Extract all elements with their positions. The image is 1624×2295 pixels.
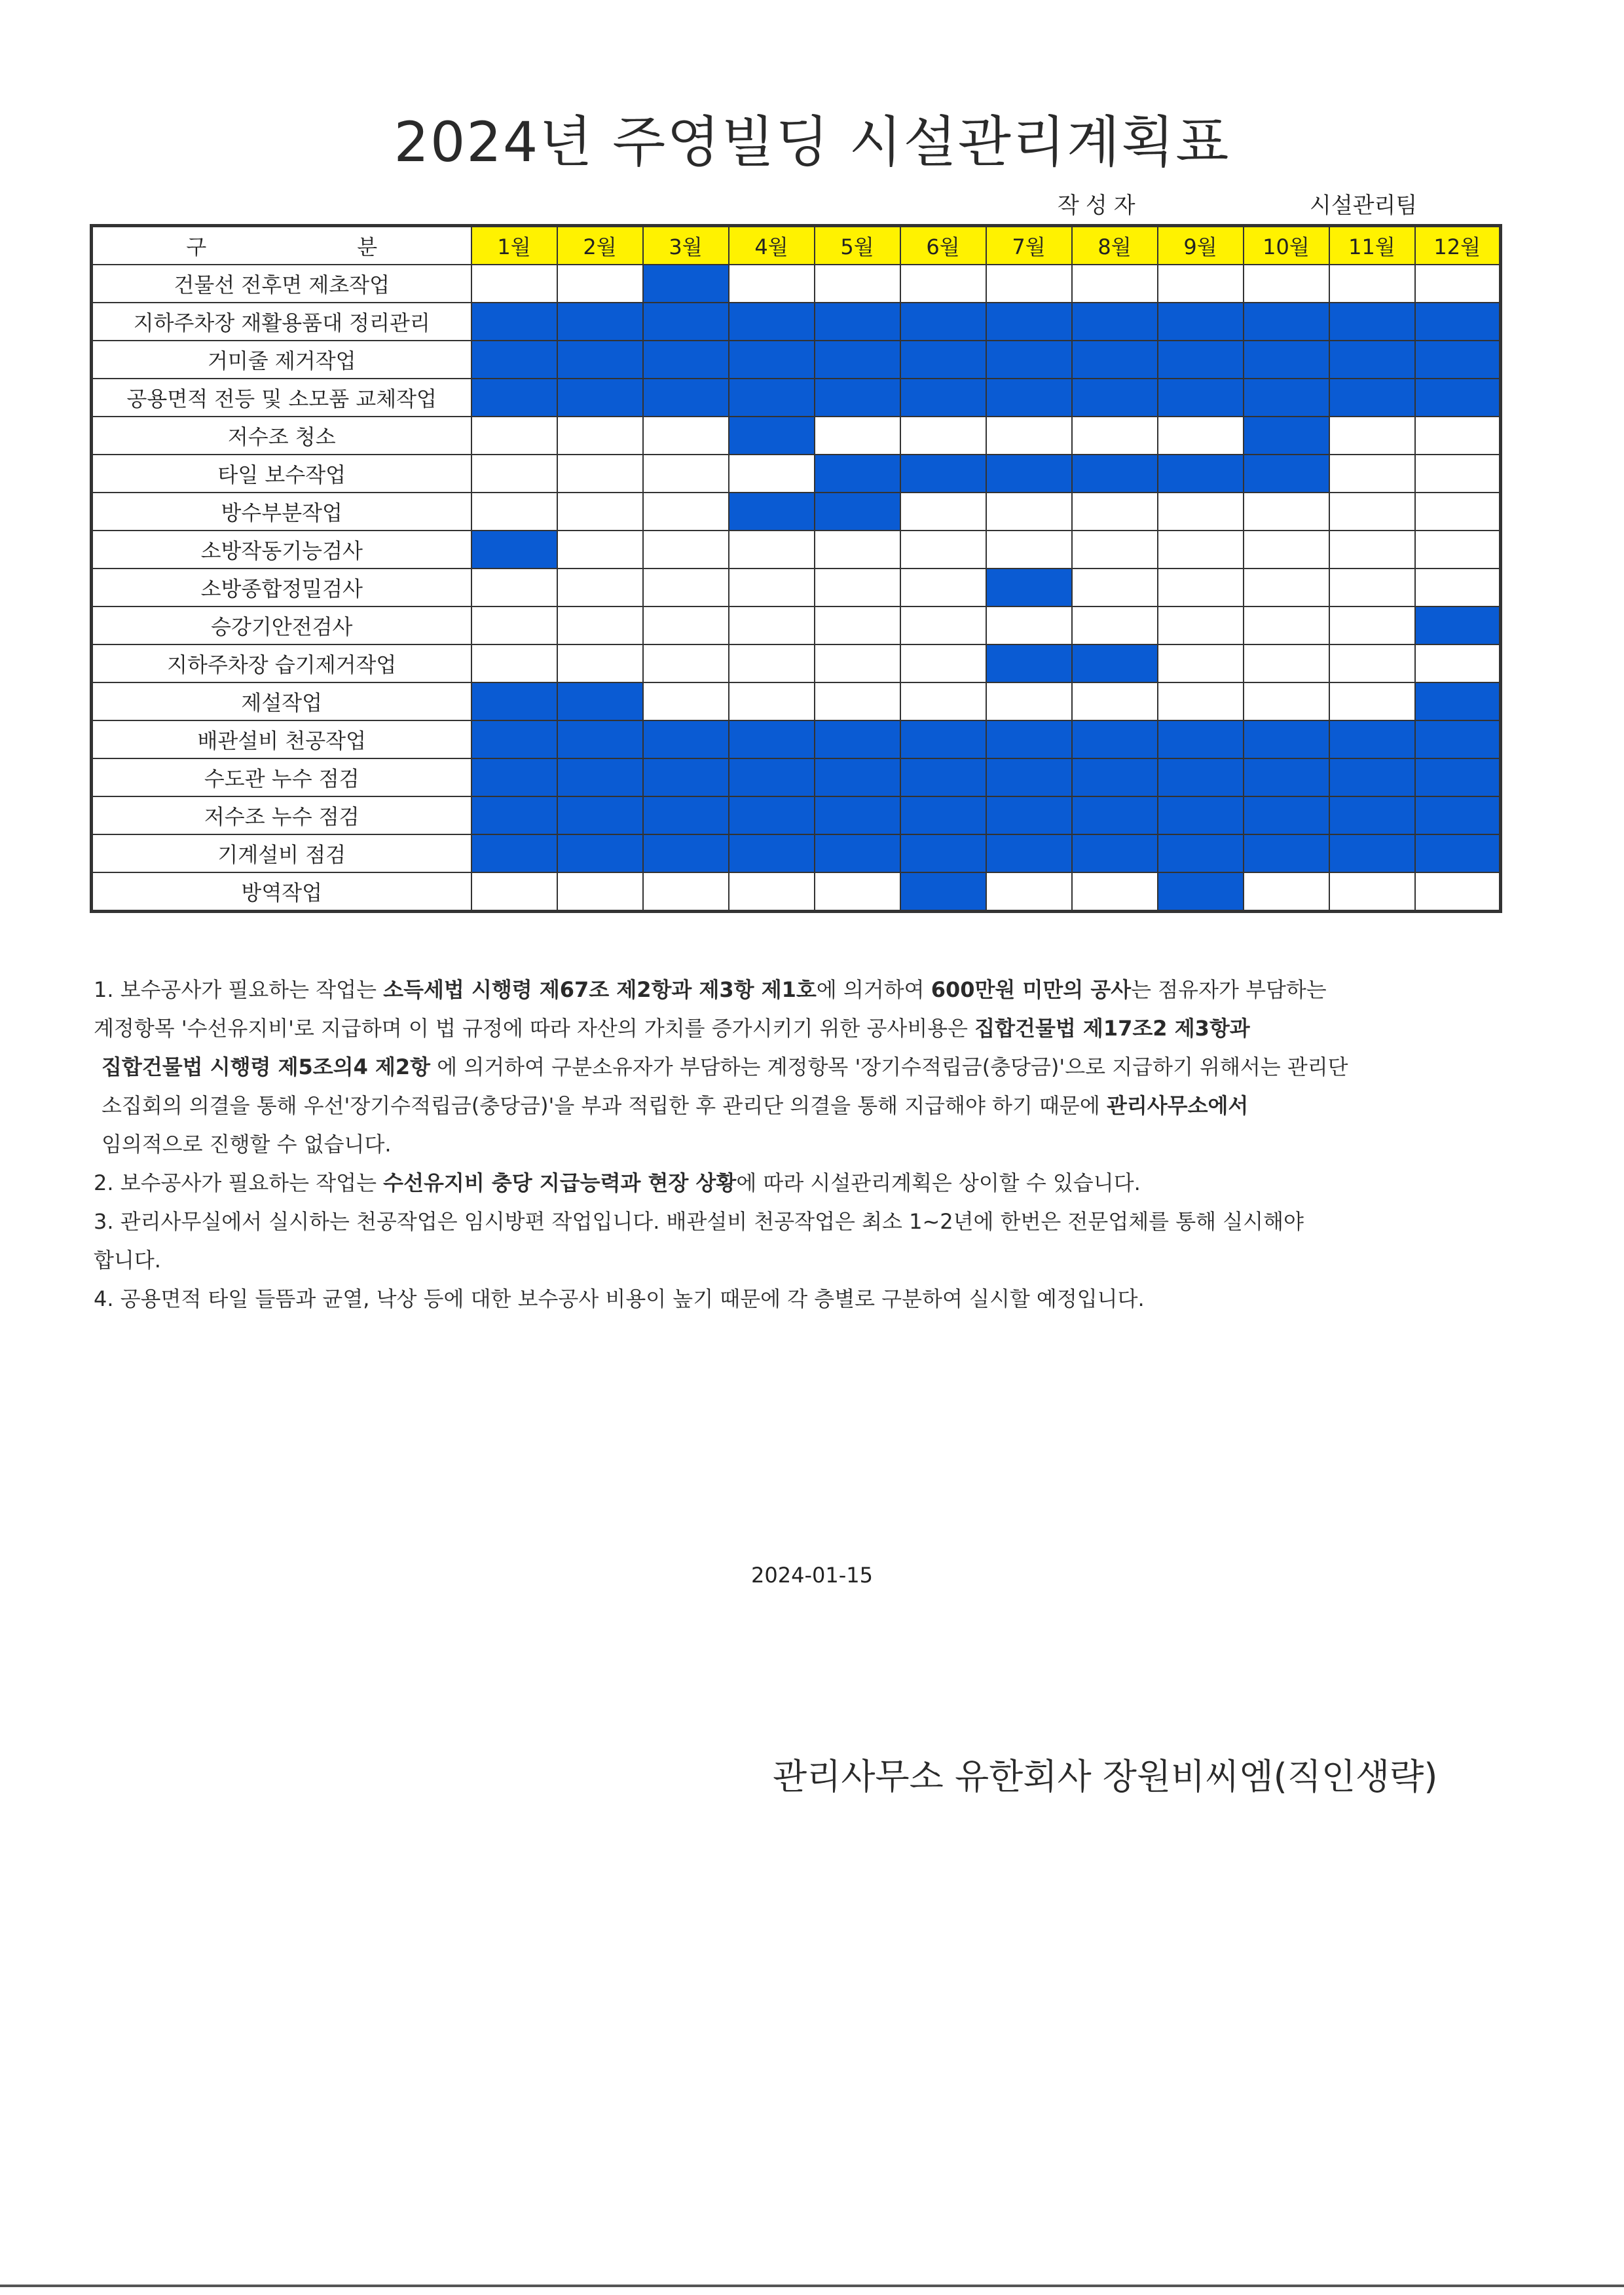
scheduled-cell	[1072, 758, 1158, 796]
empty-cell	[986, 493, 1072, 531]
scheduled-cell	[1329, 834, 1415, 872]
scheduled-cell	[986, 455, 1072, 493]
empty-cell	[643, 531, 729, 569]
note-text: 소집회의 의결을 통해 우선'장기수적립금(충당금)'을 부과 적립한 후 관리단 의결을 통해 지급해야 하기 때문에	[101, 1093, 1107, 1118]
empty-cell	[900, 682, 986, 720]
scheduled-cell	[1072, 720, 1158, 758]
month-header: 10월	[1244, 226, 1329, 265]
empty-cell	[643, 606, 729, 644]
scheduled-cell	[557, 682, 643, 720]
month-header: 8월	[1072, 226, 1158, 265]
note-4	[94, 1280, 1521, 1318]
task-name: 배관설비 천공작업	[92, 720, 471, 758]
scheduled-cell	[1415, 796, 1501, 834]
note-1-cont	[94, 1048, 1521, 1087]
table-row	[92, 606, 1501, 644]
category-header-part: 분	[357, 234, 378, 259]
page-title: 2024년 주영빌딩 시설관리계획표	[394, 110, 1230, 174]
empty-cell	[1072, 606, 1158, 644]
scheduled-cell	[815, 834, 900, 872]
empty-cell	[1072, 531, 1158, 569]
table-row	[92, 872, 1501, 912]
empty-cell	[1072, 682, 1158, 720]
note-1	[94, 971, 1521, 1009]
empty-cell	[1329, 417, 1415, 455]
document-date: 2024-01-15	[751, 1563, 873, 1588]
scheduled-cell	[815, 341, 900, 379]
notes	[94, 971, 1521, 1318]
empty-cell	[1158, 531, 1244, 569]
empty-cell	[557, 417, 643, 455]
scheduled-cell	[900, 303, 986, 341]
scheduled-cell	[986, 720, 1072, 758]
empty-cell	[1329, 872, 1415, 912]
note-text: 임의적으로 진행할 수 없습니다.	[101, 1132, 392, 1157]
table-row	[92, 493, 1501, 531]
scheduled-cell	[1415, 379, 1501, 417]
empty-cell	[471, 606, 557, 644]
empty-cell	[1329, 455, 1415, 493]
empty-cell	[557, 606, 643, 644]
task-name: 건물선 전후면 제초작업	[92, 265, 471, 303]
task-name: 저수조 청소	[92, 417, 471, 455]
scheduled-cell	[986, 834, 1072, 872]
empty-cell	[1329, 265, 1415, 303]
scheduled-cell	[900, 872, 986, 912]
scheduled-cell	[1072, 455, 1158, 493]
scheduled-cell	[729, 493, 815, 531]
empty-cell	[729, 455, 815, 493]
scheduled-cell	[471, 758, 557, 796]
scheduled-cell	[471, 796, 557, 834]
scheduled-cell	[815, 758, 900, 796]
scheduled-cell	[1158, 303, 1244, 341]
scheduled-cell	[1158, 796, 1244, 834]
scheduled-cell	[471, 303, 557, 341]
month-header: 11월	[1329, 226, 1415, 265]
empty-cell	[643, 455, 729, 493]
empty-cell	[643, 644, 729, 682]
scheduled-cell	[1415, 720, 1501, 758]
note-emphasis: 600만원 미만의 공사	[931, 977, 1132, 1002]
scheduled-cell	[815, 720, 900, 758]
empty-cell	[1329, 682, 1415, 720]
scheduled-cell	[1244, 379, 1329, 417]
note-1-cont	[94, 1087, 1521, 1125]
table-row	[92, 455, 1501, 493]
category-header	[92, 226, 471, 265]
scheduled-cell	[471, 720, 557, 758]
scheduled-cell	[557, 379, 643, 417]
signature: 관리사무소 유한회사 장원비씨엠(직인생략)	[773, 1756, 1438, 1797]
note-text: 에 따라 시설관리계획은 상이할 수 있습니다.	[736, 1170, 1141, 1195]
task-name: 저수조 누수 점검	[92, 796, 471, 834]
scheduled-cell	[1244, 417, 1329, 455]
empty-cell	[986, 265, 1072, 303]
scheduled-cell	[643, 303, 729, 341]
month-header: 2월	[557, 226, 643, 265]
scheduled-cell	[557, 303, 643, 341]
empty-cell	[557, 531, 643, 569]
scheduled-cell	[1244, 796, 1329, 834]
empty-cell	[815, 682, 900, 720]
scheduled-cell	[1158, 455, 1244, 493]
note-text: 계정항목 '수선유지비'로 지급하며 이 법 규정에 따라 자산의 가치를 증가시키기 위한 공사비용은	[94, 1016, 975, 1041]
scheduled-cell	[986, 569, 1072, 606]
empty-cell	[1072, 569, 1158, 606]
scheduled-cell	[900, 758, 986, 796]
empty-cell	[986, 531, 1072, 569]
scheduled-cell	[1158, 341, 1244, 379]
table-header-row	[92, 226, 1501, 265]
scheduled-cell	[729, 341, 815, 379]
table-row	[92, 720, 1501, 758]
note-text: 1. 보수공사가 필요하는 작업는	[94, 977, 384, 1002]
scheduled-cell	[1158, 758, 1244, 796]
month-header: 5월	[815, 226, 900, 265]
facility-plan-table	[90, 224, 1502, 913]
scheduled-cell	[1329, 303, 1415, 341]
empty-cell	[1072, 417, 1158, 455]
empty-cell	[643, 569, 729, 606]
note-text: 합니다.	[94, 1248, 161, 1273]
empty-cell	[729, 872, 815, 912]
scheduled-cell	[986, 758, 1072, 796]
task-name: 제설작업	[92, 682, 471, 720]
scheduled-cell	[1158, 834, 1244, 872]
empty-cell	[900, 569, 986, 606]
task-name: 거미줄 제거작업	[92, 341, 471, 379]
empty-cell	[1415, 493, 1501, 531]
scheduled-cell	[729, 796, 815, 834]
note-text: 2. 보수공사가 필요하는 작업는	[94, 1170, 384, 1195]
scheduled-cell	[900, 379, 986, 417]
scheduled-cell	[1415, 606, 1501, 644]
scheduled-cell	[471, 834, 557, 872]
scheduled-cell	[900, 720, 986, 758]
empty-cell	[1158, 682, 1244, 720]
empty-cell	[643, 417, 729, 455]
empty-cell	[815, 265, 900, 303]
empty-cell	[729, 265, 815, 303]
task-name: 지하주차장 재활용품대 정리관리	[92, 303, 471, 341]
table-row	[92, 417, 1501, 455]
empty-cell	[1158, 417, 1244, 455]
scheduled-cell	[815, 303, 900, 341]
empty-cell	[643, 493, 729, 531]
scheduled-cell	[643, 834, 729, 872]
scheduled-cell	[1415, 834, 1501, 872]
month-header: 6월	[900, 226, 986, 265]
scheduled-cell	[471, 531, 557, 569]
empty-cell	[986, 417, 1072, 455]
empty-cell	[1244, 682, 1329, 720]
scheduled-cell	[729, 834, 815, 872]
scheduled-cell	[471, 341, 557, 379]
scheduled-cell	[1158, 872, 1244, 912]
scheduled-cell	[1329, 379, 1415, 417]
empty-cell	[1244, 531, 1329, 569]
table-row	[92, 758, 1501, 796]
scheduled-cell	[815, 796, 900, 834]
scheduled-cell	[643, 758, 729, 796]
scheduled-cell	[815, 455, 900, 493]
scheduled-cell	[557, 758, 643, 796]
empty-cell	[1158, 493, 1244, 531]
empty-cell	[729, 644, 815, 682]
note-text: 에 의거하여 구분소유자가 부담하는 계정항목 '장기수적립금(충당금)'으로 지급하기 위해서는 관리단	[430, 1054, 1348, 1079]
empty-cell	[1329, 493, 1415, 531]
scheduled-cell	[1158, 720, 1244, 758]
empty-cell	[1158, 569, 1244, 606]
empty-cell	[900, 531, 986, 569]
empty-cell	[557, 265, 643, 303]
note-text: 3. 관리사무실에서 실시하는 천공작업은 임시방편 작업입니다. 배관설비 천공작업은 최소 1~2년에 한번은 전문업체를 통해 실시해야	[94, 1209, 1304, 1234]
scheduled-cell	[1244, 720, 1329, 758]
scheduled-cell	[1072, 379, 1158, 417]
empty-cell	[815, 569, 900, 606]
month-header: 1월	[471, 226, 557, 265]
scheduled-cell	[643, 796, 729, 834]
empty-cell	[557, 644, 643, 682]
empty-cell	[1244, 265, 1329, 303]
scheduled-cell	[900, 834, 986, 872]
empty-cell	[1158, 606, 1244, 644]
empty-cell	[815, 606, 900, 644]
table-row	[92, 531, 1501, 569]
note-emphasis: 수선유지비 충당 지급능력과 현장 상황	[383, 1170, 737, 1195]
empty-cell	[1158, 644, 1244, 682]
scheduled-cell	[1415, 758, 1501, 796]
task-name: 지하주차장 습기제거작업	[92, 644, 471, 682]
empty-cell	[471, 872, 557, 912]
scheduled-cell	[900, 455, 986, 493]
scheduled-cell	[643, 379, 729, 417]
task-name: 기계설비 점검	[92, 834, 471, 872]
empty-cell	[557, 872, 643, 912]
empty-cell	[986, 606, 1072, 644]
scheduled-cell	[643, 720, 729, 758]
empty-cell	[1329, 531, 1415, 569]
empty-cell	[900, 493, 986, 531]
month-header: 7월	[986, 226, 1072, 265]
note-text: 에 의거하여	[816, 977, 931, 1002]
table-row	[92, 265, 1501, 303]
empty-cell	[557, 455, 643, 493]
task-name: 소방종합정밀검사	[92, 569, 471, 606]
scheduled-cell	[986, 796, 1072, 834]
scheduled-cell	[1244, 341, 1329, 379]
table-row	[92, 682, 1501, 720]
scheduled-cell	[557, 341, 643, 379]
empty-cell	[471, 265, 557, 303]
scheduled-cell	[1244, 758, 1329, 796]
scheduled-cell	[729, 720, 815, 758]
empty-cell	[1415, 872, 1501, 912]
scheduled-cell	[1415, 303, 1501, 341]
empty-cell	[729, 606, 815, 644]
empty-cell	[1415, 569, 1501, 606]
empty-cell	[1244, 644, 1329, 682]
empty-cell	[900, 644, 986, 682]
empty-cell	[1329, 644, 1415, 682]
scan-edge-line	[0, 2285, 1624, 2287]
table-row	[92, 303, 1501, 341]
empty-cell	[1244, 569, 1329, 606]
note-emphasis: 관리사무소에서	[1106, 1093, 1249, 1118]
task-name: 소방작동기능검사	[92, 531, 471, 569]
month-header: 9월	[1158, 226, 1244, 265]
note-emphasis: 집합건물법 제17조2 제3항과	[974, 1016, 1250, 1041]
empty-cell	[729, 569, 815, 606]
category-header-part: 구	[186, 234, 207, 259]
month-header: 3월	[643, 226, 729, 265]
table-row	[92, 379, 1501, 417]
empty-cell	[471, 644, 557, 682]
author-label: 작성자	[1058, 193, 1142, 219]
note-emphasis: 소득세법 시행령 제67조 제2항과 제3항 제1호	[383, 977, 817, 1002]
scheduled-cell	[729, 303, 815, 341]
table-row	[92, 796, 1501, 834]
empty-cell	[1415, 531, 1501, 569]
table-row	[92, 569, 1501, 606]
scheduled-cell	[1072, 341, 1158, 379]
scheduled-cell	[1072, 834, 1158, 872]
empty-cell	[643, 872, 729, 912]
scheduled-cell	[643, 341, 729, 379]
task-name: 방역작업	[92, 872, 471, 912]
scheduled-cell	[1329, 796, 1415, 834]
empty-cell	[815, 644, 900, 682]
month-header: 4월	[729, 226, 815, 265]
empty-cell	[1158, 265, 1244, 303]
scheduled-cell	[1072, 303, 1158, 341]
empty-cell	[986, 682, 1072, 720]
scheduled-cell	[900, 796, 986, 834]
scheduled-cell	[729, 758, 815, 796]
empty-cell	[1329, 606, 1415, 644]
scheduled-cell	[1158, 379, 1244, 417]
note-1-cont	[94, 1125, 1521, 1164]
scheduled-cell	[643, 265, 729, 303]
task-name: 타일 보수작업	[92, 455, 471, 493]
empty-cell	[557, 493, 643, 531]
note-emphasis: 집합건물법 시행령 제5조의4 제2항	[101, 1054, 431, 1079]
empty-cell	[986, 872, 1072, 912]
scheduled-cell	[729, 417, 815, 455]
scheduled-cell	[1072, 644, 1158, 682]
scheduled-cell	[557, 834, 643, 872]
scheduled-cell	[900, 341, 986, 379]
empty-cell	[643, 682, 729, 720]
empty-cell	[1072, 872, 1158, 912]
empty-cell	[729, 531, 815, 569]
empty-cell	[1244, 606, 1329, 644]
empty-cell	[1415, 455, 1501, 493]
scheduled-cell	[1244, 455, 1329, 493]
note-text: 4. 공용면적 타일 들뜸과 균열, 낙상 등에 대한 보수공사 비용이 높기 때문에 각 층별로 구분하여 실시할 예정입니다.	[94, 1286, 1145, 1311]
scheduled-cell	[729, 379, 815, 417]
author-value: 시설관리팀	[1310, 193, 1418, 219]
empty-cell	[471, 455, 557, 493]
scheduled-cell	[1415, 341, 1501, 379]
empty-cell	[1329, 569, 1415, 606]
empty-cell	[471, 569, 557, 606]
empty-cell	[1072, 265, 1158, 303]
empty-cell	[1415, 417, 1501, 455]
task-name: 승강기안전검사	[92, 606, 471, 644]
table-row	[92, 834, 1501, 872]
scheduled-cell	[1072, 796, 1158, 834]
note-2	[94, 1164, 1521, 1203]
scheduled-cell	[986, 379, 1072, 417]
empty-cell	[1072, 493, 1158, 531]
scheduled-cell	[986, 644, 1072, 682]
note-text: 는 점유자가 부담하는	[1131, 977, 1327, 1002]
table-row	[92, 644, 1501, 682]
empty-cell	[815, 417, 900, 455]
scheduled-cell	[471, 682, 557, 720]
table-row	[92, 341, 1501, 379]
empty-cell	[1244, 493, 1329, 531]
scheduled-cell	[557, 720, 643, 758]
task-name: 수도관 누수 점검	[92, 758, 471, 796]
empty-cell	[557, 569, 643, 606]
empty-cell	[1415, 644, 1501, 682]
scheduled-cell	[1329, 720, 1415, 758]
empty-cell	[729, 682, 815, 720]
empty-cell	[815, 872, 900, 912]
month-header: 12월	[1415, 226, 1501, 265]
scheduled-cell	[815, 493, 900, 531]
empty-cell	[900, 606, 986, 644]
task-name: 방수부분작업	[92, 493, 471, 531]
task-name: 공용면적 전등 및 소모품 교체작업	[92, 379, 471, 417]
note-3	[94, 1203, 1521, 1241]
empty-cell	[471, 417, 557, 455]
note-1-cont	[94, 1009, 1521, 1048]
empty-cell	[471, 493, 557, 531]
scheduled-cell	[1415, 682, 1501, 720]
scheduled-cell	[986, 303, 1072, 341]
empty-cell	[900, 265, 986, 303]
scheduled-cell	[986, 341, 1072, 379]
empty-cell	[1244, 872, 1329, 912]
empty-cell	[1415, 265, 1501, 303]
scheduled-cell	[815, 379, 900, 417]
scheduled-cell	[557, 796, 643, 834]
scheduled-cell	[1329, 758, 1415, 796]
empty-cell	[815, 531, 900, 569]
scheduled-cell	[1329, 341, 1415, 379]
scheduled-cell	[471, 379, 557, 417]
note-3-cont	[94, 1241, 1521, 1280]
scheduled-cell	[1244, 834, 1329, 872]
scheduled-cell	[1244, 303, 1329, 341]
empty-cell	[900, 417, 986, 455]
